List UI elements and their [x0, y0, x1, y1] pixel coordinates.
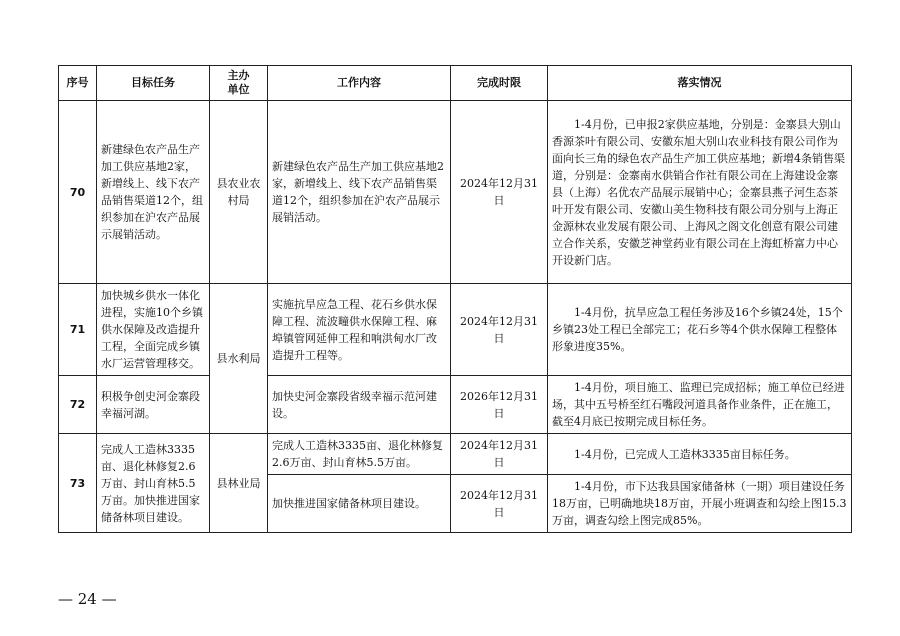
- row-status: 1-4月份，已完成人工造林3335亩目标任务。: [548, 434, 852, 475]
- row-seq: 71: [59, 284, 97, 376]
- row-deadline: 2024年12月31日: [451, 284, 548, 376]
- header-target: 目标任务: [97, 66, 210, 101]
- header-seq: 序号: [59, 66, 97, 101]
- row-content: 新建绿色农产品生产加工供应基地2家，新增线上、线下农产品销售渠道12个，组织参加在沪农产品展示展销活动。: [268, 101, 451, 284]
- row-content: 加快推进国家储备林项目建设。: [268, 475, 451, 533]
- header-unit: 主办 单位: [210, 66, 268, 101]
- row-deadline: 2024年12月31日: [451, 101, 548, 284]
- task-table: [58, 65, 852, 533]
- row-status: 1-4月份，已申报2家供应基地，分别是：金寨县大别山香源茶叶有限公司、安徽东旭大别山农业科技有限公司作为面向长三角的绿色农产品生产加工供应基地；新增4条销售渠道，分别是：金寨南水供销合作社有限公司在上海建设金寨县（上海）名优农产品展示展销中心；金寨县燕子河生态茶叶开发有限公司、安徽山美生物科技有限公司分别与上海正金源林农业发展有限公司、上海风之阁文化创意有限公司建立合作关系，安徽芝神堂药业有限公司在上海虹桥富力中心开设新门店。: [548, 101, 852, 284]
- row-target: 新建绿色农产品生产加工供应基地2家，新增线上、线下农产品销售渠道12个，组织参加在沪农产品展示展销活动。: [97, 101, 210, 284]
- row-status: 1-4月份，抗旱应急工程任务涉及16个乡镇24处，15个乡镇23处工程已全部完工；花石乡等4个供水保障工程整体形象进度35%。: [548, 284, 852, 376]
- row-seq: 70: [59, 101, 97, 284]
- row-content: 完成人工造林3335亩、退化林修复2.6万亩、封山育林5.5万亩。: [268, 434, 451, 475]
- row-target: 加快城乡供水一体化进程，实施10个乡镇供水保障及改造提升工程，全面完成乡镇水厂运营管理移交。: [97, 284, 210, 376]
- header-status: 落实情况: [548, 66, 852, 101]
- row-unit: 县水利局: [210, 284, 268, 434]
- header-deadline: 完成时限: [451, 66, 548, 101]
- table-header-row: [59, 66, 852, 101]
- table-row: [59, 434, 852, 475]
- row-unit: 县林业局: [210, 434, 268, 533]
- table-row: [59, 101, 852, 284]
- row-target: 完成人工造林3335亩、退化林修复2.6万亩、封山育林5.5万亩。加快推进国家储备林项目建设。: [97, 434, 210, 533]
- row-seq: 72: [59, 376, 97, 434]
- row-deadline: 2026年12月31日: [451, 376, 548, 434]
- row-content: 加快史河金寨段省级幸福示范河建设。: [268, 376, 451, 434]
- table-row: [59, 284, 852, 376]
- row-deadline: 2024年12月31日: [451, 475, 548, 533]
- table-row: [59, 376, 852, 434]
- header-content: 工作内容: [268, 66, 451, 101]
- row-unit: 县农业农村局: [210, 101, 268, 284]
- row-status: 1-4月份，市下达我县国家储备林（一期）项目建设任务18万亩，已明确地块18万亩，开展小班调查和勾绘上图15.3万亩，调查勾绘上图完成85%。: [548, 475, 852, 533]
- row-seq: 73: [59, 434, 97, 533]
- row-status: 1-4月份，项目施工、监理已完成招标；施工单位已经进场，其中五号桥至红石嘴段河道具备作业条件，正在施工，截至4月底已按期完成目标任务。: [548, 376, 852, 434]
- row-deadline: 2024年12月31日: [451, 434, 548, 475]
- page-number: — 24 —: [58, 590, 117, 608]
- row-target: 积极争创史河金寨段幸福河湖。: [97, 376, 210, 434]
- row-content: 实施抗旱应急工程、花石乡供水保障工程、流波疃供水保障工程、麻埠镇管网延伸工程和响洪甸水厂改造提升工程等。: [268, 284, 451, 376]
